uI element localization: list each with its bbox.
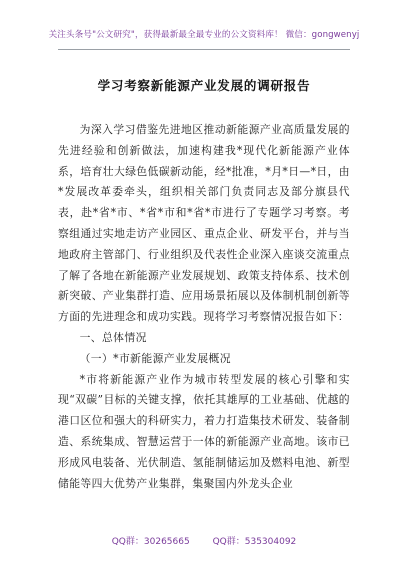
intro-paragraph: 为深入学习借鉴先进地区推动新能源产业高质量发展的先进经验和创新做法，加速构建我*现代化新能源产业体系，培育壮大绿色低碳新动能，经*批准，*月*日—*日，由*发展改革委牵头，组织相关部门负责同志及部分旗县代表，赴*省*市、*省*市和*省*市进行了专题学习考察。考察组通过实地走访产业园区、重点企业、研发平台，并与当地政府主管部门、行业组织及代表性企业深入座谈交流重点了解了各地在新能源产业发展规划、政策支持体系、技术创新突破、产业集群打造、应用场景拓展以及体制机制创新等方面的先进理念和成功实践。现将学习考察情况报告如下： bbox=[58, 123, 350, 324]
header-divider bbox=[58, 49, 350, 50]
document-body bbox=[58, 120, 350, 494]
qq-group-1: QQ群：30265665 bbox=[111, 537, 190, 547]
document-title: 学习考察新能源产业发展的调研报告 bbox=[97, 78, 311, 93]
qq-group-2: QQ群：535304092 bbox=[212, 537, 297, 547]
header-note: 关注头条号"公文研究"，获得最新最全最专业的公文资料库！ 微信：gongwenyj bbox=[48, 30, 360, 40]
subsection-heading: （一）*市新能源产业发展概况 bbox=[79, 351, 231, 365]
footer-contact bbox=[0, 534, 408, 547]
section-heading: 一、总体情况 bbox=[79, 330, 147, 344]
section-paragraph: *市将新能源产业作为城市转型发展的核心引擎和实现“双碳”目标的关键支撑，依托其雄厚的工业基础、优越的港口区位和强大的科研实力，着力打造集技术研发、装备制造、系统集成、智慧运营于一体的新能源产业高地。该市已形成风电装备、光伏制造、氢能制储运加及燃料电池、新型储能等四大优势产业集群，集聚国内外龙头企业 bbox=[58, 372, 350, 490]
